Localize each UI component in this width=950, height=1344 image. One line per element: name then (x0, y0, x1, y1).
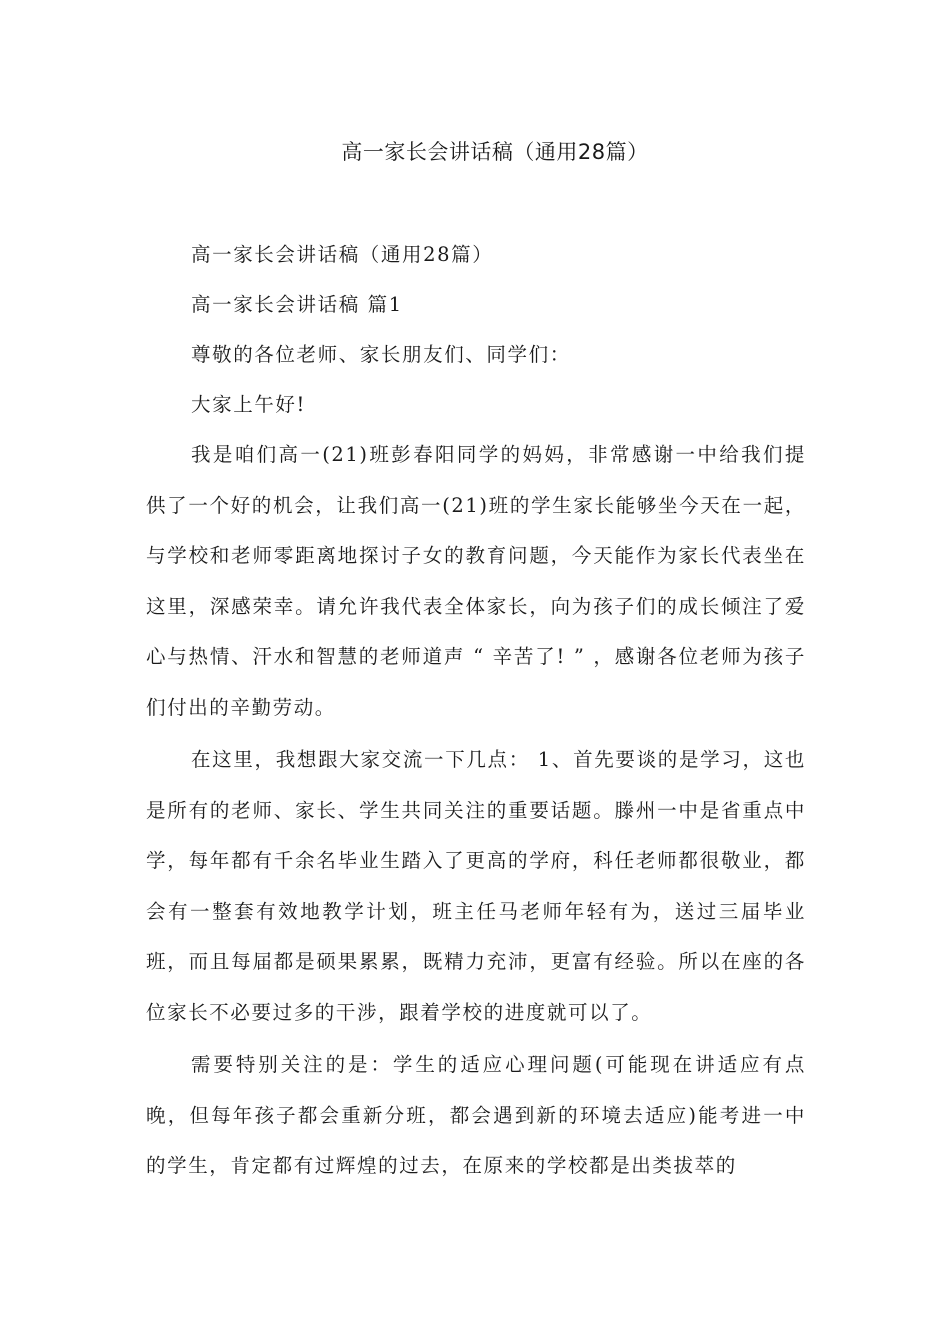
paragraph: 我是咱们高一(21)班彭春阳同学的妈妈，非常感谢一中给我们提供了一个好的机会，让我们高一(21)班的学生家长能够坐今天在一起，与学校和老师零距离地探讨子女的教育问题，今天能作为家长代表坐在这里，深感荣幸。请允许我代表全体家长，向为孩子们的成长倾注了爱心与热情、汗水和智慧的老师道声 “ 辛苦了! ” ，感谢各位老师为孩子们付出的辛勤劳动。 (146, 443, 806, 719)
paragraph: 在这里，我想跟大家交流一下几点： 1、首先要谈的是学习，这也是所有的老师、家长、学生共同关注的重要话题。滕州一中是省重点中学，每年都有千余名毕业生踏入了更高的学府，科任老师都很敬业，都会有一整套有效地教学计划，班主任马老师年轻有为，送过三届毕业班，而且每届都是硕果累累，既精力充沛，更富有经验。所以在座的各位家长不必要过多的干涉，跟着学校的进度就可以了。 (146, 748, 806, 1024)
document-subtitle: 高一家长会讲话稿（通用28篇） (191, 243, 494, 266)
salutation: 尊敬的各位老师、家长朋友们、同学们： (191, 343, 571, 366)
document-title: 高一家长会讲话稿（通用28篇） (341, 140, 649, 164)
greeting: 大家上午好! (191, 393, 306, 416)
paragraph: 需要特别关注的是：学生的适应心理问题(可能现在讲适应有点晚，但每年孩子都会重新分班，都会遇到新的环境去适应)能考进一中的学生，肯定都有过辉煌的过去，在原来的学校都是出类拔萃的 (146, 1053, 806, 1177)
document-body (146, 230, 806, 1192)
section-heading: 高一家长会讲话稿 篇1 (191, 293, 403, 316)
